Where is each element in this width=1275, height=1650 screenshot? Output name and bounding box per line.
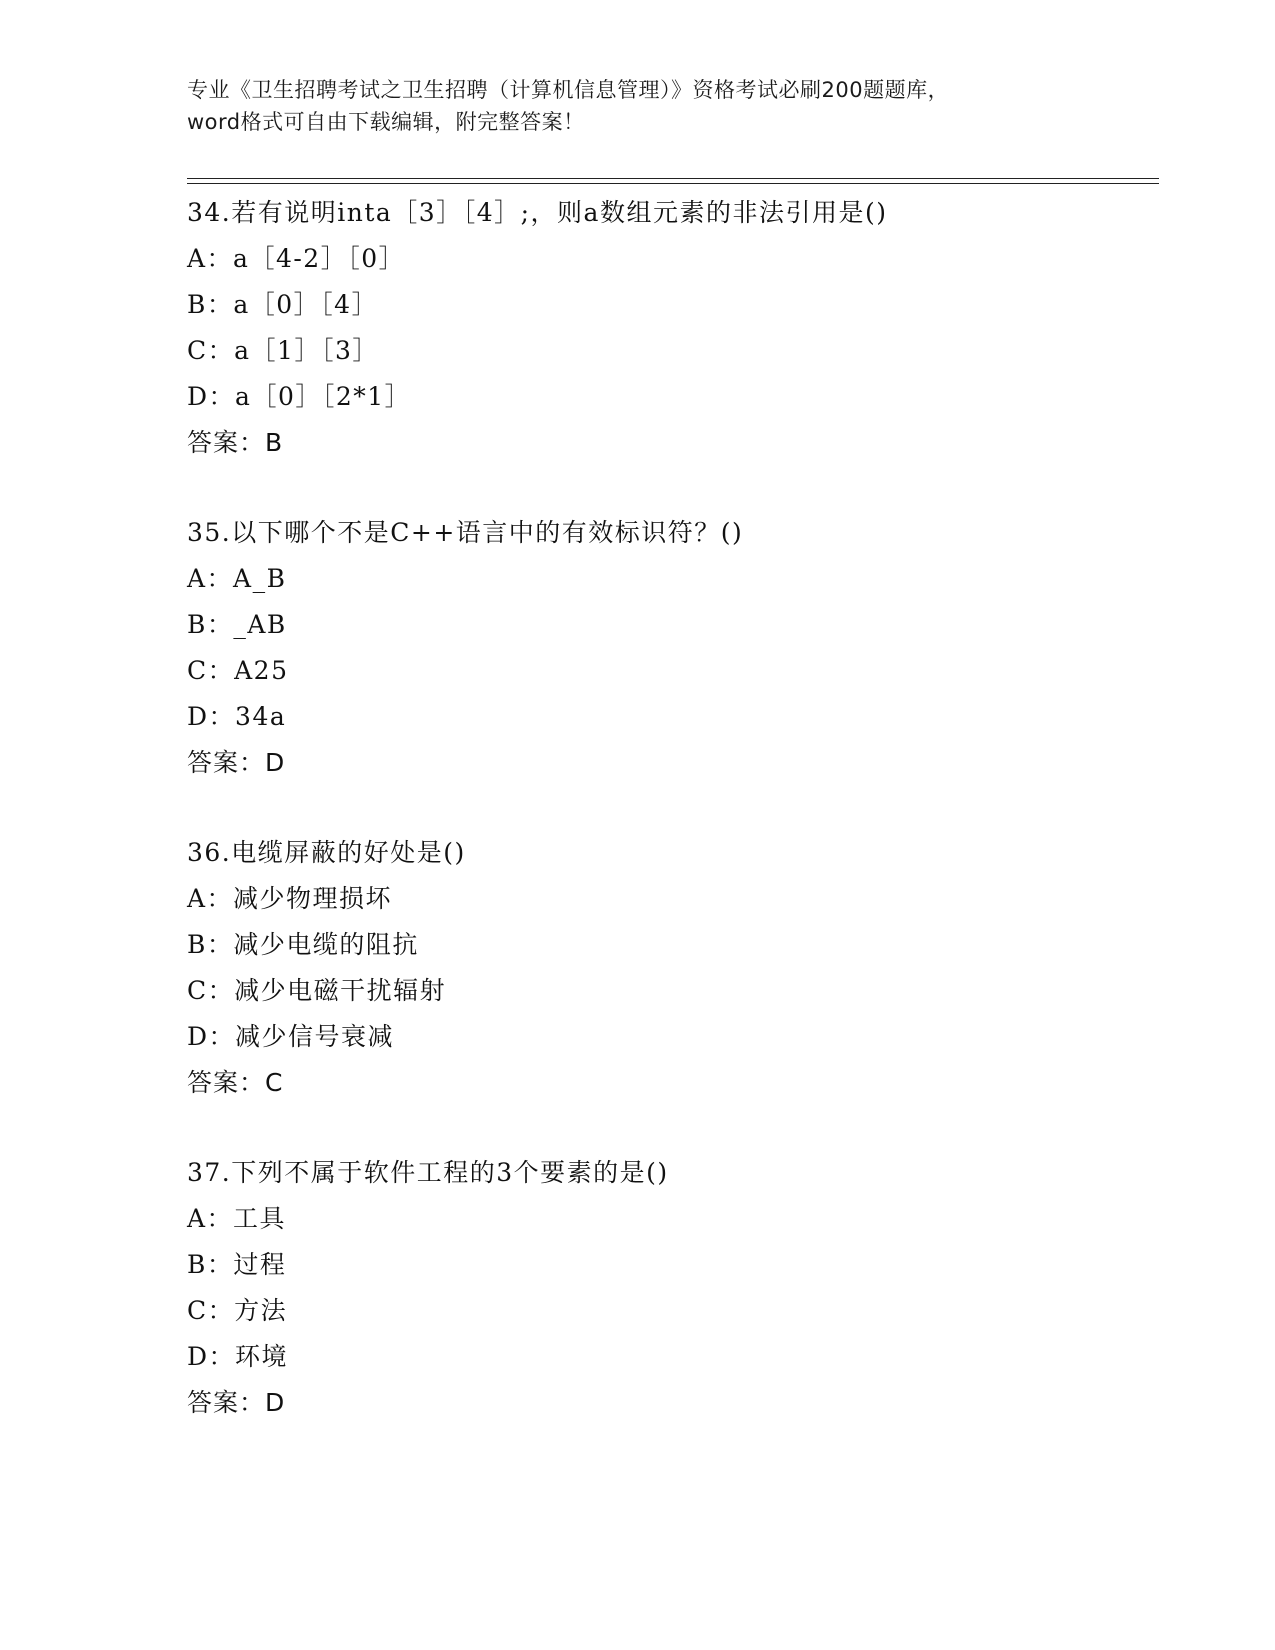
option-a: A：A_B (187, 564, 287, 593)
option-b: B：减少电缆的阻抗 (187, 930, 419, 959)
question-stem: 34.若有说明inta［3］［4］;，则a数组元素的非法引用是() (187, 198, 888, 227)
question-stem: 37.下列不属于软件工程的3个要素的是() (187, 1158, 669, 1187)
option-c: C：方法 (187, 1296, 288, 1325)
option-c: C：A25 (187, 656, 289, 685)
answer-label: 答案：B (187, 428, 284, 457)
answer-label: 答案：C (187, 1068, 284, 1097)
option-b: B：a［0］［4］ (187, 290, 379, 319)
answer-label: 答案：D (187, 1388, 286, 1417)
question-34 (187, 190, 1187, 466)
option-c: C：a［1］［3］ (187, 336, 379, 365)
question-list (187, 190, 1187, 1470)
header-divider-bottom (187, 183, 1159, 184)
option-a: A：减少物理损坏 (187, 884, 393, 913)
answer-label: 答案：D (187, 748, 286, 777)
option-d: D：减少信号衰减 (187, 1022, 395, 1051)
option-c: C：减少电磁干扰辐射 (187, 976, 447, 1005)
option-b: B：_AB (187, 610, 287, 639)
document-header (187, 74, 1087, 138)
option-d: D：34a (187, 702, 287, 731)
option-a: A：a［4-2］［0］ (187, 244, 406, 273)
question-36 (187, 830, 1187, 1106)
option-b: B：过程 (187, 1250, 287, 1279)
question-35 (187, 510, 1187, 786)
question-stem: 36.电缆屏蔽的好处是() (187, 838, 466, 867)
header-divider-top (187, 178, 1159, 179)
option-d: D：a［0］［2*1］ (187, 382, 412, 411)
header-line-1: 专业《卫生招聘考试之卫生招聘（计算机信息管理）》资格考试必刷200题题库， (187, 78, 950, 102)
header-line-2: word格式可自由下载编辑，附完整答案！ (187, 110, 585, 134)
question-stem: 35.以下哪个不是C++语言中的有效标识符？() (187, 518, 744, 547)
question-37 (187, 1150, 1187, 1426)
option-d: D：环境 (187, 1342, 289, 1371)
option-a: A：工具 (187, 1204, 287, 1233)
